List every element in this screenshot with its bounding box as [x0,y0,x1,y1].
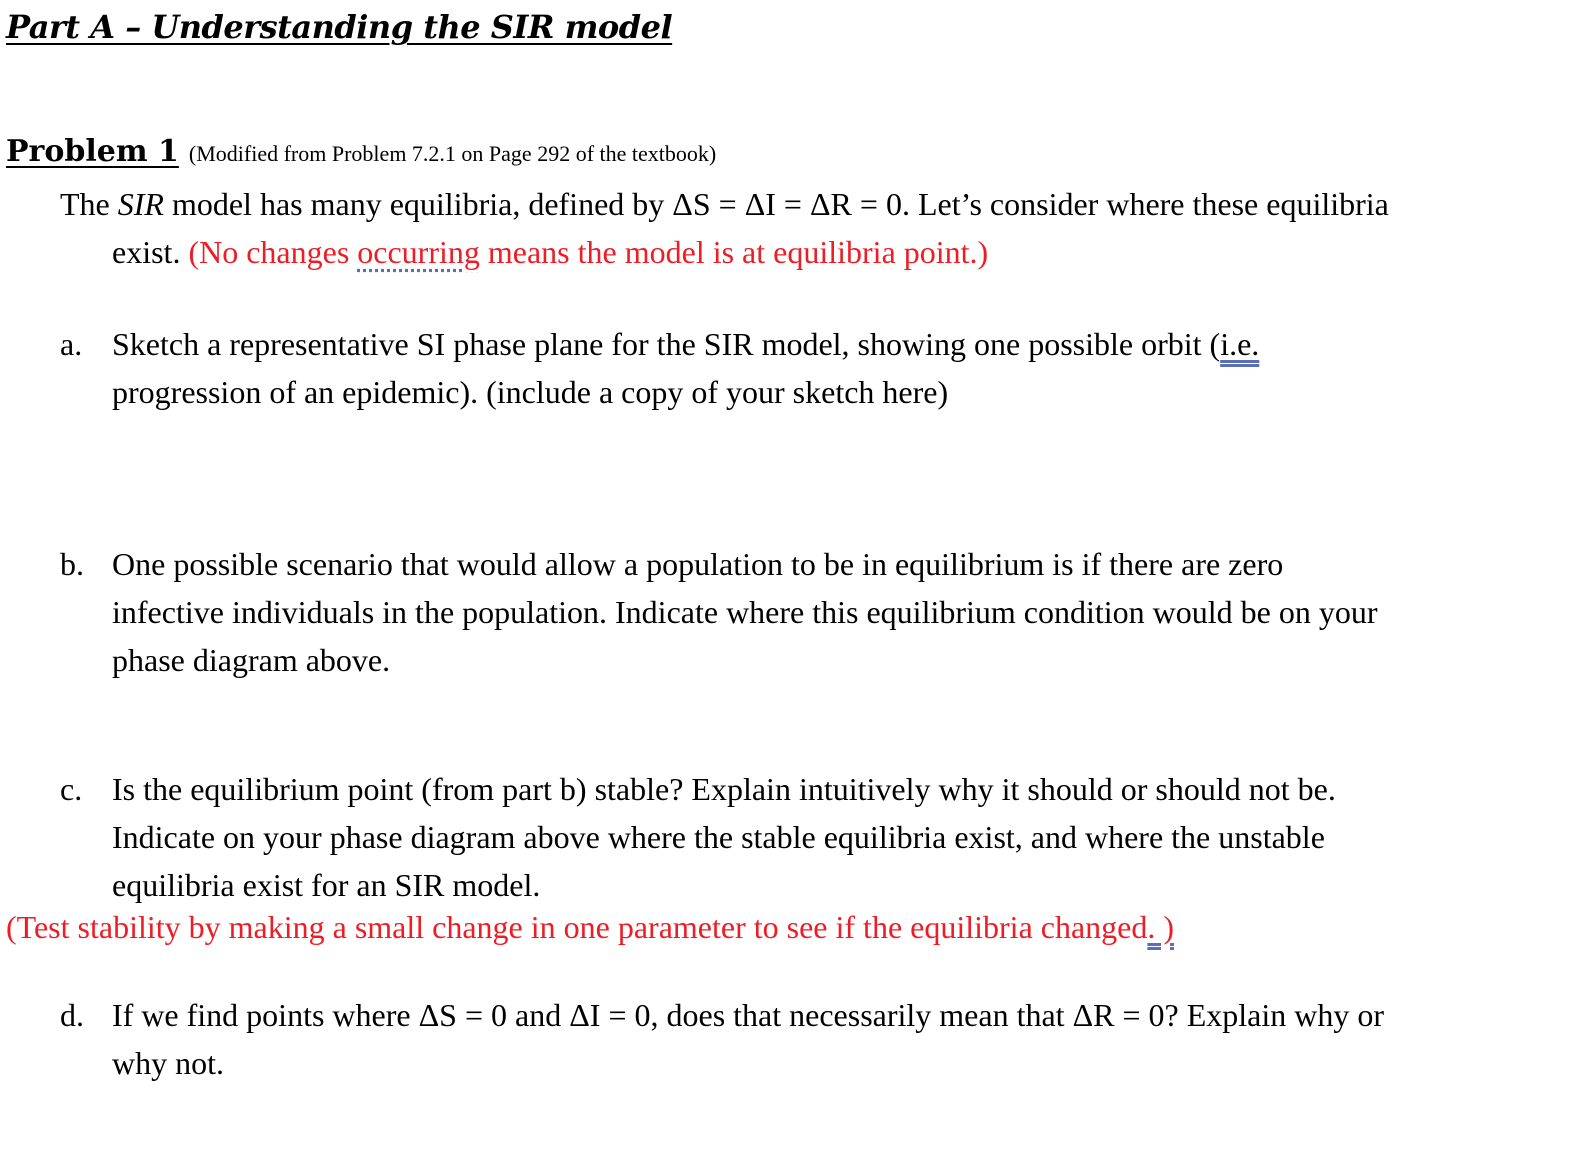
item-d-letter: d. [60,997,84,1033]
item-a-letter: a. [60,326,83,362]
item-c-line-2: Indicate on your phase diagram above where the stable equilibria exist, and where the unstable [112,819,1325,855]
item-a-text: Sketch a representative SI phase plane for the SIR model, showing one possible orbit ( [112,326,1221,362]
part-title: Part A – Understanding the SIR model [6,8,673,46]
problem-heading [6,134,716,169]
intro-exist-text: exist. [112,234,189,270]
equilibria-hint: (No changes [188,234,358,270]
item-c-line-1: Is the equilibrium point (from part b) stable? Explain intuitively why it should or should not be. [112,771,1336,807]
item-a-line-2: progression of an epidemic). (include a copy of your sketch here) [112,374,949,410]
item-b-line-3: phase diagram above. [112,642,391,678]
item-d-line-2: why not. [112,1045,224,1081]
item-d-line-1: If we find points where ΔS = 0 and ΔI = 0, does that necessarily mean that ΔR = 0? Explain why or [112,997,1385,1033]
problem-source-note: (Modified from Problem 7.2.1 on Page 292 of the textbook) [188,141,717,166]
stability-hint-end: . ) [1147,909,1175,945]
stability-hint-text: (Test stability by making a small change in one parameter to see if the equilibria changed [6,909,1148,945]
intro-line-1 [60,180,1389,228]
equilibria-hint-end: means the model is at equilibria point.) [479,234,989,270]
item-b-line-2: infective individuals in the population. Indicate where this equilibrium condition would be on your [112,594,1378,630]
item-c-letter: c. [60,771,83,807]
item-b-letter: b. [60,546,84,582]
intro-text: The [60,186,118,222]
intro-text-continued: model has many equilibria, defined by ΔS = ΔI = ΔR = 0. Let’s consider where these equilibria [163,186,1389,222]
stability-hint [6,903,1174,951]
problem-title: Problem 1 [6,134,179,169]
intro-sir-italic: SIR [117,186,164,222]
item-b-line-1: One possible scenario that would allow a population to be in equilibrium is if there are zero [112,546,1284,582]
item-a-ie-flagged: i.e. [1220,326,1260,362]
item-a-line-1 [112,320,1259,368]
item-c-line-3: equilibria exist for an SIR model. [112,867,541,903]
equilibria-hint-flagged-word: occurring [357,234,480,270]
intro-line-2 [112,228,988,276]
